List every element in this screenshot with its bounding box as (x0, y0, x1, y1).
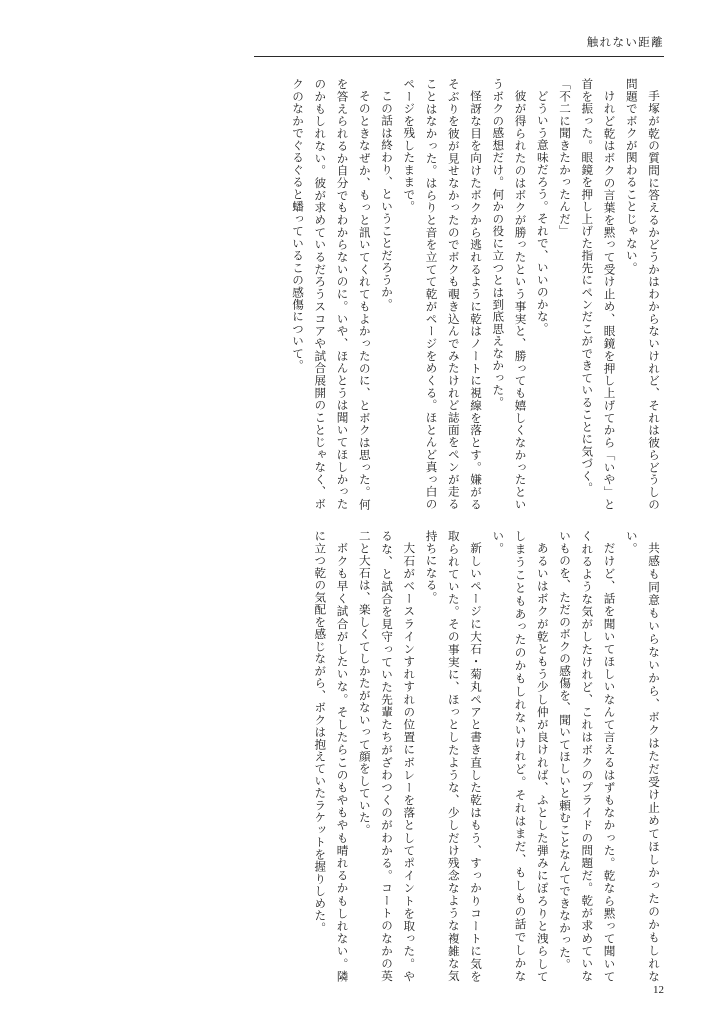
paragraph: あるいはボクが乾ともう少し仲が良ければ、ふとした弾みにぽろりと洩らしてしまうこともあったのかもしれないけれど。それはまだ、もしもの話でしかない。 (491, 530, 549, 982)
paragraph-dialogue: 「不二に聞きたかったんだ」 (558, 78, 571, 238)
paragraph: 新しいページに大石・菊丸ペアと書き直した乾はもう、すっかりコートに気を取られていた。その事実に、ほっとしたような、少しだけ残念なような複雑な気持ちになる。 (424, 530, 482, 982)
text-block-upper (246, 78, 664, 510)
paragraph: この話は終わり、ということだろうか。 (380, 89, 393, 310)
paragraph: ボクも早く試合がしたいな。そしたらこのもやもやも晴れるかもしれない。隣に立つ乾の気配を感じながら、ボクは抱えていたラケットを握りしめた。 (313, 530, 349, 982)
running-head: 触れない距離 (586, 37, 664, 49)
page-number: 12 (653, 984, 664, 996)
paragraph: そのときなぜか、もっと訊いてくれてもよかったのに、とボクは思った。何を答えられるか自分でもわからないのに。いや、ほんとうは聞いてほしかったのかもしれない。彼が求めているだろうスコアや試合展開のことじゃなく、ボクのなかでぐるぐると蟠っているこの感傷について。 (291, 78, 371, 510)
paragraph: 大石がベースラインすれすれの位置にボレーを落としてポイントを取った。やるな、と試合を見守っていた先輩たちがざわつくのがわかる。コートのなかの英二と大石は、楽しくてしかたがないって顔をしていた。 (357, 530, 416, 982)
paragraph: だけど、話を聞いてほしいなんて言えるはずもなかった。乾なら黙って聞いてくれるような気がしたけれど、これはボクのプライドの問題だ。乾が求めていないものを、ただのボクの感傷を、聞いてほしいと頼むことなんてできなかった。 (558, 530, 616, 982)
header-rule (254, 56, 664, 57)
text-block-lower (246, 530, 664, 982)
paragraph: 共感も同意もいらないから、ボクはただ受け止めてほしかったのかもしれない。 (624, 530, 660, 982)
paragraph: どういう意味だろう。それで、いいのかな。 (535, 89, 549, 335)
paragraph: けれど乾はボクの言葉を黙って受け止め、眼鏡を押し上げてから「いや」と首を振った。眼鏡を押し上げた指先にペンだこができていることに気づく。 (580, 78, 616, 510)
paragraph: 手塚が乾の質問に答えるかどうかはわからないけれど、それは彼らどうしの問題でボクが関わることじゃない。 (624, 78, 660, 510)
paragraph: 彼が得られたのはボクが勝ったという事実と、勝っても嬉しくなかったというボクの感想だけ。何かの役に立つとは到底思えなかった。 (491, 78, 527, 510)
paragraph: 怪訝な目を向けたボクから逃れるように乾はノートに視線を落とす。嫌がるそぶりを彼が見せなかったのでボクも覗き込んでみたけれど誌面をペンが走ることはなかった。はらりと音を立てて乾がページをめくる。ほとんど真っ白のページを残したままで。 (402, 78, 482, 510)
